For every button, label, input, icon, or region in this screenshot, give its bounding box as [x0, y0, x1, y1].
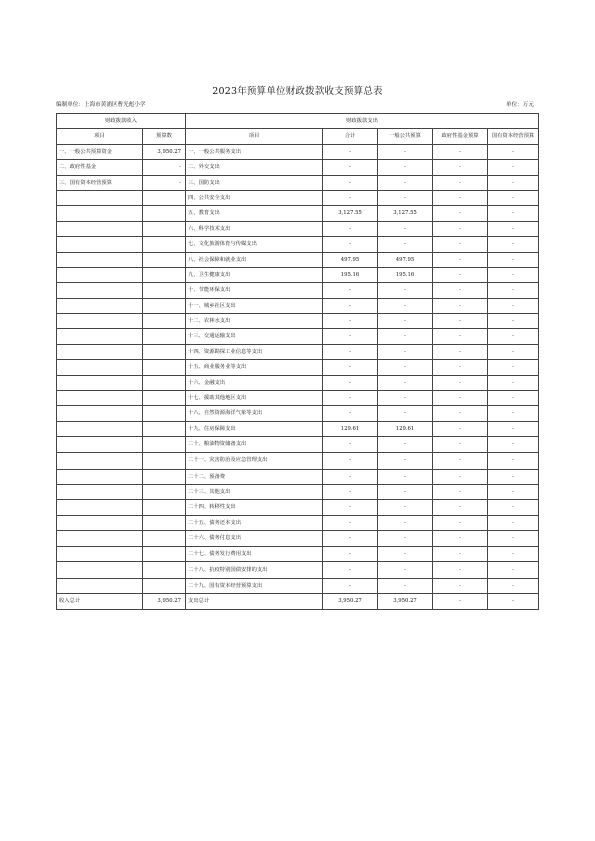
expense-total-cell: - [323, 500, 378, 515]
expense-total-cell: - [323, 314, 378, 329]
expense-total-cell: - [323, 221, 378, 236]
expense-total-cell: - [323, 344, 378, 359]
income-item-cell [57, 469, 143, 484]
expense-state-cell: - [488, 298, 539, 313]
expense-total-cell: - [323, 531, 378, 546]
expense-state-cell: - [488, 406, 539, 421]
income-item-cell [57, 190, 143, 205]
header-row-columns [57, 129, 539, 144]
income-value-cell [143, 500, 186, 515]
expense-state-cell: - [488, 267, 539, 282]
expense-gov-cell: - [433, 329, 488, 344]
expense-item-cell: 十六、金融支出 [186, 375, 323, 390]
expense-state-cell: - [488, 190, 539, 205]
expense-gov-cell: - [433, 421, 488, 436]
expense-gov-cell: - [433, 221, 488, 236]
income-item-cell [57, 500, 143, 515]
income-item-cell [57, 252, 143, 267]
table-row [57, 452, 539, 469]
expense-general-cell: - [378, 144, 433, 159]
expense-group-header: 财政拨款支出 [186, 114, 539, 129]
income-value-cell [143, 546, 186, 561]
table-row [57, 391, 539, 406]
expense-general-cell: - [378, 298, 433, 313]
expense-total-cell: - [323, 546, 378, 561]
expense-general-cell: - [378, 237, 433, 252]
expense-total-cell: - [323, 578, 378, 593]
expense-general-cell: - [378, 314, 433, 329]
expense-gov-cell: - [433, 298, 488, 313]
expense-state-cell: - [488, 546, 539, 561]
income-value-cell [143, 406, 186, 421]
table-row [57, 561, 539, 578]
expense-general-cell: - [378, 160, 433, 175]
table-row [57, 329, 539, 344]
expense-general-cell: - [378, 500, 433, 515]
expense-state-cell: - [488, 314, 539, 329]
income-value-cell [143, 375, 186, 390]
expense-general-cell: - [378, 175, 433, 190]
expense-total-label: 支出总计 [186, 594, 323, 609]
expense-state-cell: - [488, 531, 539, 546]
income-value-cell [143, 531, 186, 546]
income-item-cell [57, 421, 143, 436]
expense-gov-cell: - [433, 578, 488, 593]
table-row [57, 437, 539, 452]
expense-total-value: 3,950.27 [323, 594, 378, 609]
expense-item-cell: 五、教育支出 [186, 206, 323, 221]
income-value-cell [143, 267, 186, 282]
expense-item-cell: 二十五、债务还本支出 [186, 515, 323, 530]
expense-item-cell: 十九、住房保障支出 [186, 421, 323, 436]
expense-state-cell: - [488, 561, 539, 578]
income-value-cell [143, 314, 186, 329]
expense-gov-cell: - [433, 484, 488, 499]
expense-general-cell: - [378, 515, 433, 530]
expense-item-cell: 九、卫生健康支出 [186, 267, 323, 282]
expense-general-cell: - [378, 469, 433, 484]
income-item-cell [57, 406, 143, 421]
income-item-cell [57, 375, 143, 390]
table-row [57, 469, 539, 484]
expense-state-cell: - [488, 144, 539, 159]
income-item-cell [57, 314, 143, 329]
expense-total-cell: - [323, 360, 378, 375]
table-row [57, 252, 539, 267]
expense-general-cell: 195.16 [378, 267, 433, 282]
expense-item-cell: 二十三、其他支出 [186, 484, 323, 499]
table-row [57, 144, 539, 159]
income-value-cell [143, 391, 186, 406]
page-title: 2023年预算单位财政拨款收支预算总表 [212, 86, 383, 97]
table-row [57, 578, 539, 593]
table-row [57, 531, 539, 546]
expense-general-cell: - [378, 329, 433, 344]
income-budget-header: 预算数 [143, 129, 186, 144]
income-item-cell [57, 221, 143, 236]
income-value-cell [143, 360, 186, 375]
expense-gov-cell: - [433, 452, 488, 469]
expense-item-cell: 二十二、预备费 [186, 469, 323, 484]
expense-item-cell: 二、外交支出 [186, 160, 323, 175]
income-value-cell [143, 421, 186, 436]
expense-item-cell: 十三、交通运输支出 [186, 329, 323, 344]
income-item-cell [57, 344, 143, 359]
expense-total-cell: - [323, 329, 378, 344]
income-item-cell: 一、一般公共预算资金 [57, 144, 143, 159]
expense-general-cell: - [378, 437, 433, 452]
expense-total-cell: - [323, 237, 378, 252]
expense-item-cell: 八、社会保障和就业支出 [186, 252, 323, 267]
totals-row [57, 594, 539, 609]
income-value-cell [143, 452, 186, 469]
expense-total-cell: 129.61 [323, 421, 378, 436]
table-row [57, 375, 539, 390]
expense-total-cell: 497.95 [323, 252, 378, 267]
income-value-cell [143, 237, 186, 252]
expense-item-cell: 二十七、债务发行费用支出 [186, 546, 323, 561]
expense-item-cell: 二十、粮油物资储备支出 [186, 437, 323, 452]
income-value-cell: - [143, 160, 186, 175]
unit-label: 编制单位：上海市黄浦区曹光彪小学 [56, 102, 146, 108]
expense-general-cell: - [378, 406, 433, 421]
expense-general-cell: 497.95 [378, 252, 433, 267]
expense-item-cell: 一、一般公共服务支出 [186, 144, 323, 159]
expense-item-cell: 十七、援助其他地区支出 [186, 391, 323, 406]
table-row [57, 267, 539, 282]
expense-general-cell: - [378, 344, 433, 359]
expense-total-cell: - [323, 406, 378, 421]
state-capital-header: 国有资本经营预算 [488, 129, 539, 144]
income-item-cell [57, 237, 143, 252]
income-value-cell [143, 484, 186, 499]
expense-general-cell: - [378, 484, 433, 499]
expense-state-cell: - [488, 469, 539, 484]
expense-item-header: 项目 [186, 129, 323, 144]
gov-fund-header: 政府性基金预算 [433, 129, 488, 144]
expense-gov-cell: - [433, 531, 488, 546]
expense-gov-cell: - [433, 391, 488, 406]
expense-gov-cell: - [433, 500, 488, 515]
expense-gov-cell: - [433, 144, 488, 159]
table-row [57, 421, 539, 436]
expense-state-cell: - [488, 221, 539, 236]
table-row [57, 298, 539, 313]
expense-item-cell: 六、科学技术支出 [186, 221, 323, 236]
expense-gov-cell: - [433, 237, 488, 252]
expense-total-cell: - [323, 469, 378, 484]
table-row [57, 221, 539, 236]
expense-state-cell: - [488, 578, 539, 593]
table-row [57, 175, 539, 190]
expense-gov-total: - [433, 594, 488, 609]
expense-gov-cell: - [433, 190, 488, 205]
expense-item-cell: 十四、资源勘探工业信息等支出 [186, 344, 323, 359]
expense-general-cell: - [378, 546, 433, 561]
income-value-cell [143, 437, 186, 452]
expense-state-cell: - [488, 283, 539, 298]
expense-total-cell: - [323, 160, 378, 175]
income-total-label: 收入总计 [57, 594, 143, 609]
expense-total-cell: - [323, 190, 378, 205]
currency-label: 单位：万元 [506, 102, 534, 108]
header-row-group [57, 114, 539, 129]
expense-item-cell: 二十九、国有资本经营预算支出 [186, 578, 323, 593]
expense-gov-cell: - [433, 267, 488, 282]
expense-general-cell: - [378, 283, 433, 298]
income-value-cell [143, 578, 186, 593]
expense-general-total: 3,950.27 [378, 594, 433, 609]
expense-gov-cell: - [433, 160, 488, 175]
expense-item-cell: 十八、自然资源海洋气象等支出 [186, 406, 323, 421]
income-value-cell [143, 469, 186, 484]
total-header: 合计 [323, 129, 378, 144]
expense-gov-cell: - [433, 437, 488, 452]
expense-general-cell: - [378, 391, 433, 406]
expense-gov-cell: - [433, 175, 488, 190]
expense-state-cell: - [488, 175, 539, 190]
expense-state-cell: - [488, 500, 539, 515]
expense-total-cell: 195.16 [323, 267, 378, 282]
income-item-cell [57, 283, 143, 298]
expense-state-cell: - [488, 160, 539, 175]
table-row [57, 190, 539, 205]
income-value-cell [143, 344, 186, 359]
income-item-cell [57, 391, 143, 406]
income-item-cell [57, 531, 143, 546]
table-row [57, 314, 539, 329]
expense-general-cell: - [378, 531, 433, 546]
expense-state-cell: - [488, 237, 539, 252]
expense-general-cell: - [378, 375, 433, 390]
expense-item-cell: 十、节能环保支出 [186, 283, 323, 298]
expense-gov-cell: - [433, 561, 488, 578]
income-total-value: 3,950.27 [143, 594, 186, 609]
income-group-header: 财政拨款收入 [57, 114, 186, 129]
income-item-cell [57, 329, 143, 344]
income-value-cell [143, 515, 186, 530]
expense-item-cell: 十五、商业服务业等支出 [186, 360, 323, 375]
expense-total-cell: - [323, 484, 378, 499]
income-value-cell: - [143, 175, 186, 190]
expense-general-cell: - [378, 360, 433, 375]
expense-total-cell: - [323, 515, 378, 530]
income-value-cell [143, 252, 186, 267]
table-row [57, 206, 539, 221]
expense-state-cell: - [488, 421, 539, 436]
income-item-cell [57, 360, 143, 375]
expense-state-cell: - [488, 329, 539, 344]
expense-gov-cell: - [433, 515, 488, 530]
expense-gov-cell: - [433, 469, 488, 484]
income-item-cell: 二、政府性基金 [57, 160, 143, 175]
expense-total-cell: 3,127.55 [323, 206, 378, 221]
income-item-cell [57, 452, 143, 469]
expense-state-cell: - [488, 206, 539, 221]
expense-state-cell: - [488, 437, 539, 452]
income-item-header: 项目 [57, 129, 143, 144]
expense-gov-cell: - [433, 375, 488, 390]
expense-state-cell: - [488, 375, 539, 390]
income-value-cell [143, 298, 186, 313]
expense-state-cell: - [488, 515, 539, 530]
income-item-cell [57, 437, 143, 452]
expense-total-cell: - [323, 298, 378, 313]
expense-item-cell: 三、国防支出 [186, 175, 323, 190]
income-value-cell [143, 283, 186, 298]
expense-item-cell: 四、公共安全支出 [186, 190, 323, 205]
expense-gov-cell: - [433, 546, 488, 561]
table-row [57, 406, 539, 421]
table-row [57, 237, 539, 252]
table-row [57, 515, 539, 530]
expense-general-cell: - [378, 578, 433, 593]
expense-state-cell: - [488, 252, 539, 267]
expense-state-cell: - [488, 360, 539, 375]
income-value-cell [143, 561, 186, 578]
income-item-cell [57, 578, 143, 593]
table-row [57, 283, 539, 298]
table-row [57, 546, 539, 561]
expense-item-cell: 二十六、债务付息支出 [186, 531, 323, 546]
table-row [57, 160, 539, 175]
income-item-cell [57, 298, 143, 313]
income-item-cell [57, 515, 143, 530]
income-item-cell [57, 206, 143, 221]
income-item-cell: 三、国有资本经营预算 [57, 175, 143, 190]
expense-state-cell: - [488, 391, 539, 406]
income-item-cell [57, 484, 143, 499]
expense-total-cell: - [323, 144, 378, 159]
income-item-cell [57, 546, 143, 561]
expense-total-cell: - [323, 391, 378, 406]
expense-item-cell: 七、文化旅游体育与传媒支出 [186, 237, 323, 252]
expense-general-cell: - [378, 221, 433, 236]
expense-gov-cell: - [433, 406, 488, 421]
expense-total-cell: - [323, 175, 378, 190]
income-value-cell [143, 206, 186, 221]
expense-item-cell: 二十八、抗疫特别国债安排的支出 [186, 561, 323, 578]
expense-general-cell: 129.61 [378, 421, 433, 436]
income-value-cell [143, 190, 186, 205]
expense-state-cell: - [488, 344, 539, 359]
table-row [57, 360, 539, 375]
expense-total-cell: - [323, 375, 378, 390]
expense-total-cell: - [323, 283, 378, 298]
expense-general-cell: 3,127.55 [378, 206, 433, 221]
income-value-cell: 3,950.27 [143, 144, 186, 159]
expense-item-cell: 十一、城乡社区支出 [186, 298, 323, 313]
expense-item-cell: 十二、农林水支出 [186, 314, 323, 329]
expense-item-cell: 二十四、转移性支出 [186, 500, 323, 515]
expense-total-cell: - [323, 437, 378, 452]
general-budget-header: 一般公共预算 [378, 129, 433, 144]
expense-general-cell: - [378, 190, 433, 205]
expense-general-cell: - [378, 452, 433, 469]
expense-general-cell: - [378, 561, 433, 578]
unit-row [56, 100, 538, 110]
table-row [57, 344, 539, 359]
expense-gov-cell: - [433, 252, 488, 267]
budget-table [56, 113, 539, 610]
table-row [57, 484, 539, 499]
expense-total-cell: - [323, 452, 378, 469]
expense-gov-cell: - [433, 314, 488, 329]
expense-total-cell: - [323, 561, 378, 578]
expense-item-cell: 二十一、灾害防治及应急管理支出 [186, 452, 323, 469]
table-row [57, 500, 539, 515]
expense-gov-cell: - [433, 206, 488, 221]
income-value-cell [143, 329, 186, 344]
expense-gov-cell: - [433, 283, 488, 298]
expense-state-cell: - [488, 484, 539, 499]
income-item-cell [57, 561, 143, 578]
expense-gov-cell: - [433, 344, 488, 359]
expense-state-cell: - [488, 452, 539, 469]
income-value-cell [143, 221, 186, 236]
income-item-cell [57, 267, 143, 282]
expense-state-total: - [488, 594, 539, 609]
expense-gov-cell: - [433, 360, 488, 375]
